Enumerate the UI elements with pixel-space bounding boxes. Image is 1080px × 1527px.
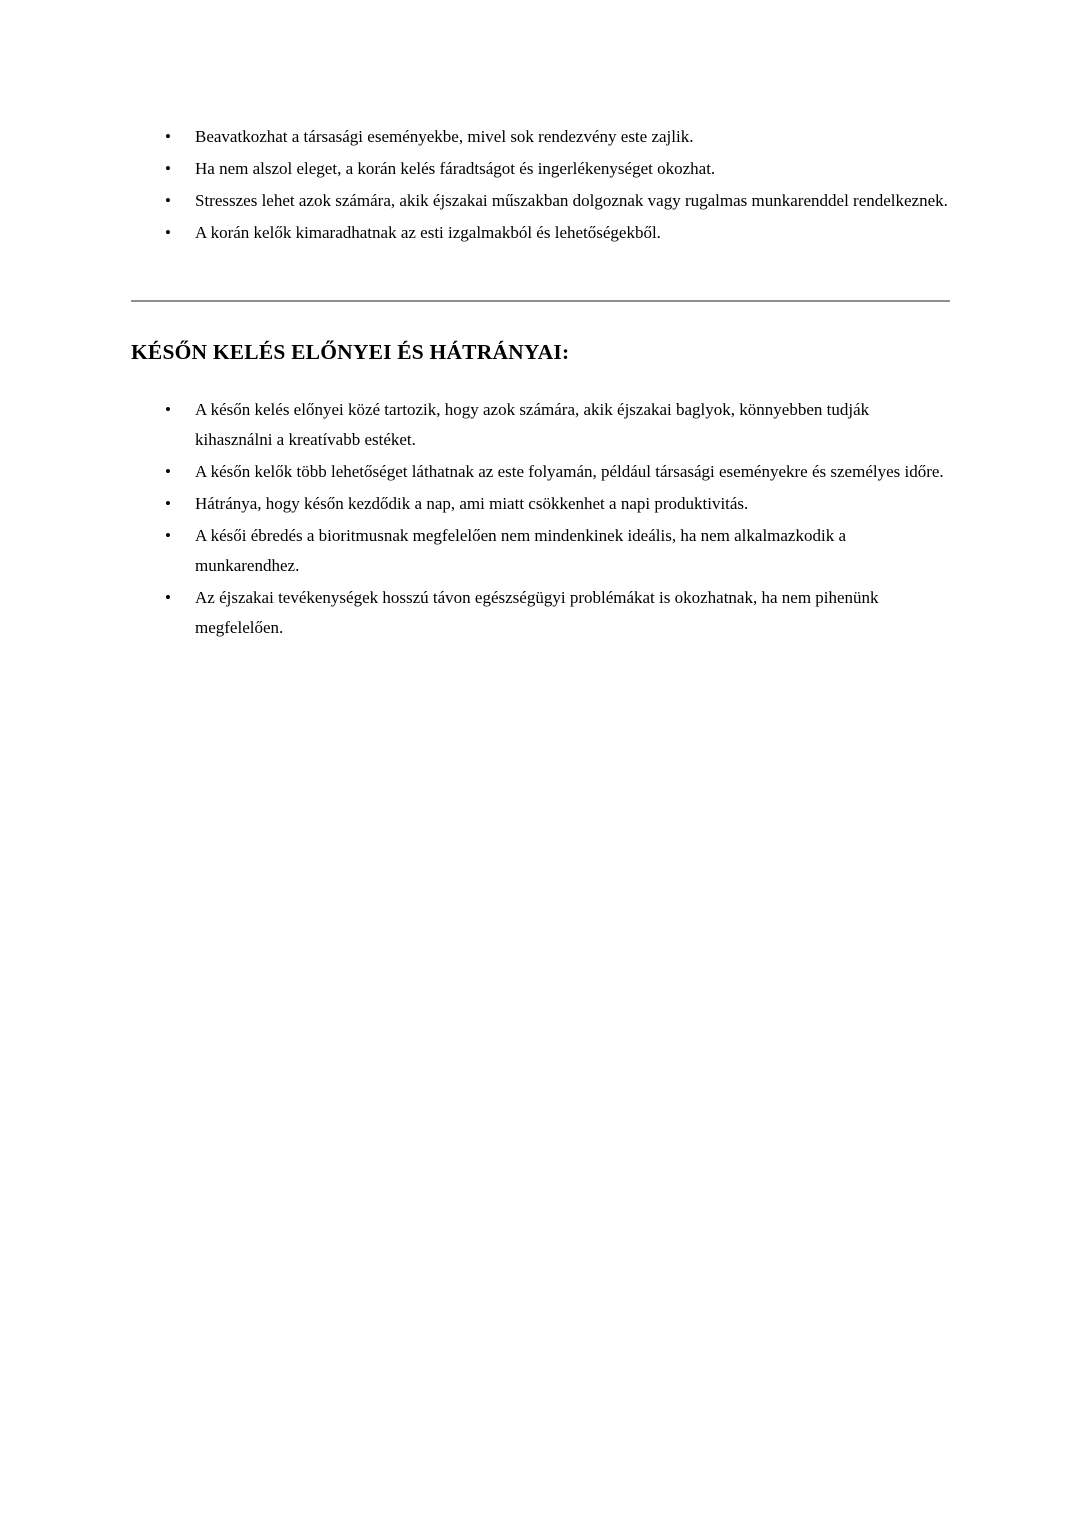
list-item: • A későn kelés előnyei közé tartozik, hogy azok számára, akik éjszakai baglyok, könnyebben tudják kihasználni a kreatívabb estéket. bbox=[195, 395, 950, 455]
section-heading: KÉSŐN KELÉS ELŐNYEI ÉS HÁTRÁNYAI: bbox=[131, 340, 570, 364]
intro-bullet-list bbox=[131, 122, 950, 248]
section-divider bbox=[131, 300, 950, 302]
list-item: • A késői ébredés a bioritmusnak megfelelően nem mindenkinek ideális, ha nem alkalmazkodik a munkarendhez. bbox=[195, 521, 950, 581]
list-item: • Beavatkozhat a társasági eseményekbe, mivel sok rendezvény este zajlik. bbox=[195, 122, 950, 152]
section-bullet-list bbox=[131, 395, 950, 643]
list-item: • Stresszes lehet azok számára, akik éjszakai műszakban dolgoznak vagy rugalmas munkarenddel rendelkeznek. bbox=[195, 186, 950, 216]
list-item: • Hátránya, hogy későn kezdődik a nap, ami miatt csökkenhet a napi produktivitás. bbox=[195, 489, 950, 519]
list-item: • A korán kelők kimaradhatnak az esti izgalmakból és lehetőségekből. bbox=[195, 218, 950, 248]
list-item: • Ha nem alszol eleget, a korán kelés fáradtságot és ingerlékenységet okozhat. bbox=[195, 154, 950, 184]
list-item: • A későn kelők több lehetőséget láthatnak az este folyamán, például társasági eseményekre és személyes időre. bbox=[195, 457, 950, 487]
list-item: • Az éjszakai tevékenységek hosszú távon egészségügyi problémákat is okozhatnak, ha nem pihenünk megfelelően. bbox=[195, 583, 950, 643]
